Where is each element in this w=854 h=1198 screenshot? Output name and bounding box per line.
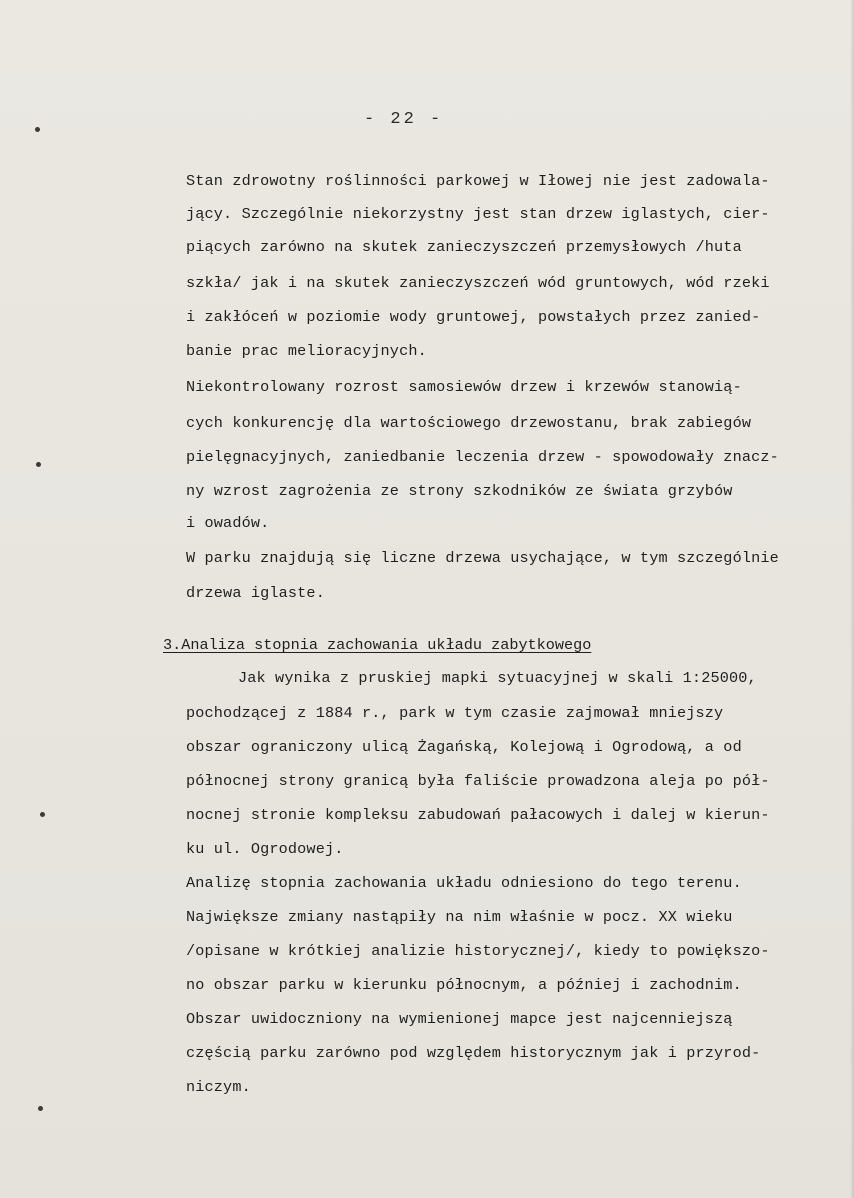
- body-text-line: W parku znajdują się liczne drzewa usychające, w tym szczególnie: [186, 549, 779, 567]
- body-text-line: pielęgnacyjnych, zaniedbanie leczenia drzew - spowodowały znacz-: [186, 448, 779, 466]
- page-number: - 22 -: [364, 110, 444, 129]
- body-text-line: Obszar uwidoczniony na wymienionej mapce jest najcenniejszą: [186, 1010, 733, 1028]
- body-text-line: częścią parku zarówno pod względem historycznym jak i przyrod-: [186, 1044, 761, 1062]
- page-edge-shadow: [850, 0, 854, 1198]
- section-heading: 3.Analiza stopnia zachowania układu zabytkowego: [163, 636, 592, 654]
- body-text-line: jący. Szczególnie niekorzystny jest stan drzew iglastych, cier-: [186, 205, 770, 223]
- body-text-line: pochodzącej z 1884 r., park w tym czasie zajmował mniejszy: [186, 704, 724, 722]
- body-text-line: drzewa iglaste.: [186, 584, 325, 602]
- body-text-line: /opisane w krótkiej analizie historycznej/, kiedy to powiększo-: [186, 942, 770, 960]
- punch-hole-mark: [38, 1106, 43, 1111]
- punch-hole-mark: [40, 812, 45, 817]
- body-text-line: i owadów.: [186, 514, 270, 532]
- body-text-line: banie prac melioracyjnych.: [186, 342, 427, 360]
- body-text-line: ku ul. Ogrodowej.: [186, 840, 344, 858]
- punch-hole-mark: [35, 127, 40, 132]
- body-text-line: niczym.: [186, 1078, 251, 1096]
- body-text-line: Niekontrolowany rozrost samosiewów drzew i krzewów stanowią-: [186, 378, 742, 396]
- body-text-line: Analizę stopnia zachowania układu odniesiono do tego terenu.: [186, 874, 742, 892]
- body-text-line: Jak wynika z pruskiej mapki sytuacyjnej w skali 1:25000,: [238, 669, 757, 687]
- body-text-line: Stan zdrowotny roślinności parkowej w Iłowej nie jest zadowala-: [186, 172, 770, 190]
- body-text-line: nocnej stronie kompleksu zabudowań pałacowych i dalej w kierun-: [186, 806, 770, 824]
- body-text-line: obszar ograniczony ulicą Żagańską, Kolejową i Ogrodową, a od: [186, 738, 742, 756]
- body-text-line: piących zarówno na skutek zanieczyszczeń przemysłowych /huta: [186, 238, 742, 256]
- body-text-line: szkła/ jak i na skutek zanieczyszczeń wód gruntowych, wód rzeki: [186, 274, 770, 292]
- body-text-line: i zakłóceń w poziomie wody gruntowej, powstałych przez zanied-: [186, 308, 761, 326]
- punch-hole-mark: [36, 462, 41, 467]
- body-text-line: no obszar parku w kierunku północnym, a później i zachodnim.: [186, 976, 742, 994]
- body-text-line: cych konkurencję dla wartościowego drzewostanu, brak zabiegów: [186, 414, 752, 432]
- body-text-line: północnej strony granicą była faliście prowadzona aleja po pół-: [186, 772, 770, 790]
- body-text-line: ny wzrost zagrożenia ze strony szkodników ze świata grzybów: [186, 482, 733, 500]
- body-text-line: Największe zmiany nastąpiły na nim właśnie w pocz. XX wieku: [186, 908, 733, 926]
